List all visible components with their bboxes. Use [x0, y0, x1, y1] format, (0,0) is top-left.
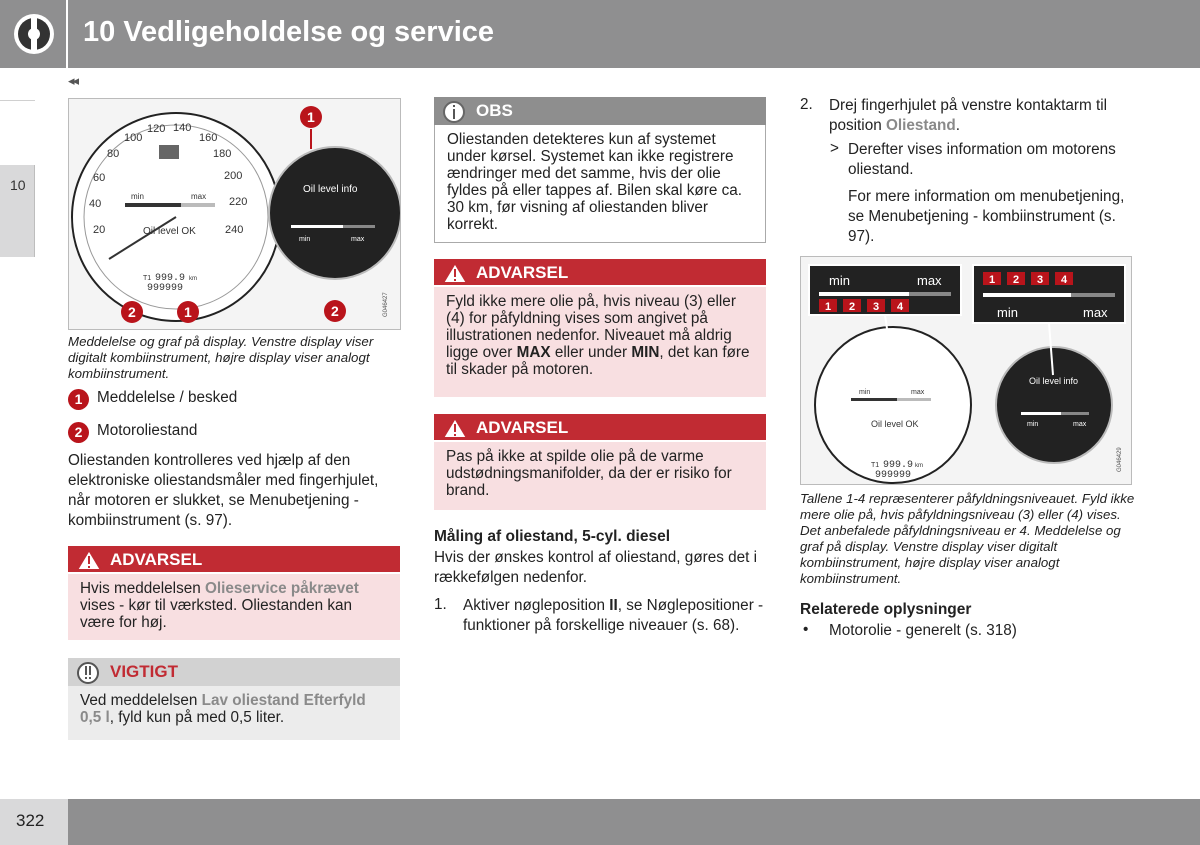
fig2-min-small: min: [859, 389, 871, 396]
oil-display-illustration: [69, 99, 400, 329]
gauge-speed-20: 20: [93, 224, 106, 236]
fig2-right-display-text: Oil level info: [1029, 376, 1079, 386]
warning-text-a: Fyld ikke mere olie på, hvis niveau (3) eller (4) for påfyldning vises som angivet på illustrationen nedenfor. Niveauet må aldrig ligge over: [446, 293, 736, 361]
zoom-right-level-3: 3: [1037, 274, 1044, 286]
fig2-right-min: min: [1027, 421, 1039, 428]
warning-box-left: [68, 546, 400, 640]
important-body: [68, 686, 400, 740]
figure-oil-display: [68, 98, 401, 330]
warning-box-mid-1: [434, 259, 766, 397]
fig2-max-small: max: [911, 389, 925, 396]
step-1-text-after: , se Nøglepositioner - funktioner på forskellige niveauer (s. 68).: [463, 597, 764, 634]
warning-triangle-icon: [442, 262, 468, 284]
min-label: min: [131, 192, 144, 201]
zoom-right-level-2: 2: [1013, 274, 1020, 286]
right-display-text: Oil level info: [303, 184, 358, 195]
step-1-text: [463, 596, 768, 636]
warning-triangle-icon: [442, 417, 468, 439]
zoom-right-level-4: 4: [1061, 274, 1068, 286]
zoom-left-min: min: [829, 273, 850, 288]
warning-body: Pas på ikke at spilde olie på de varme udstødningsmanifolder, da der er risiko for brand.: [434, 442, 766, 510]
low-oil-message: Lav oliestand Efterfyld 0,5 l: [80, 692, 366, 726]
gauge-speed-180: 180: [213, 148, 232, 160]
gauge-speed-60: 60: [93, 172, 106, 184]
right-max-label: max: [351, 236, 365, 243]
step-2-text-before: Drej fingerhjulet på venstre kontaktarm til position: [829, 97, 1108, 134]
note-title: OBS: [476, 101, 513, 120]
gauge-speed-100: 100: [124, 132, 143, 144]
figure-fill-levels: [800, 256, 1132, 485]
warning-title: ADVARSEL: [110, 550, 203, 569]
status-text: Oil level OK: [143, 226, 196, 237]
warning-triangle-icon: [76, 549, 102, 571]
gauge-speed-120: 120: [147, 123, 166, 135]
fig2-odometer-trip-label: T1: [871, 462, 880, 469]
max-keyword: MAX: [516, 344, 551, 361]
zoom-left-level-1: 1: [825, 301, 832, 313]
note-box: [434, 97, 766, 243]
warning-text-before: Hvis meddelelsen: [80, 580, 205, 597]
important-box: [68, 658, 400, 740]
page-number: 322: [16, 811, 45, 830]
legend-badge-1: 1: [68, 389, 89, 410]
related-link-engine-oil[interactable]: Motorolie - generelt (s. 318): [829, 622, 1017, 639]
callout-2-left: 2: [128, 304, 136, 320]
fig2-status-text: Oil level OK: [871, 419, 919, 429]
side-divider: [0, 100, 35, 101]
important-text-after: , fyld kun på med 0,5 liter.: [109, 709, 285, 726]
back-arrows-icon[interactable]: ◂◂: [68, 73, 78, 88]
note-body: Oliestanden detekteres kun af systemet under kørsel. Systemet kan ikke registrere ændringer med det samme, hvis der olie fyldes på eller tappes af. Bilen skal køre ca. 30 km, før visning af oliestanden bliver korrekt.: [434, 125, 766, 243]
odometer-total: 999999: [147, 283, 184, 294]
figure-code: G046427: [383, 292, 389, 317]
note-head: [434, 97, 766, 125]
intro-paragraph: Oliestanden kontrolleres ved hjælp af den elektroniske oliestandsmåler med fingerhjulet, når motoren er slukket, se Menubetjening - kombiinstrument (s. 97).: [68, 452, 379, 529]
page-title: 10 Vedligeholdelse og service: [83, 16, 495, 48]
step-2-number: 2.: [800, 96, 813, 113]
header-icon-box: [0, 0, 68, 68]
zoom-left-level-4: 4: [897, 301, 904, 313]
section-intro: Hvis der ønskes kontrol af oliestand, gøres det i rækkefølgen nedenfor.: [434, 549, 758, 586]
wrench-gear-icon: [12, 12, 56, 56]
step-2-more-text: For mere information om menubetjening, se Menubetjening - kombiinstrument (s. 97).: [848, 188, 1125, 245]
right-min-label: min: [299, 236, 311, 243]
figure-caption-left: Meddelelse og graf på display. Venstre display viser digitalt kombiinstrument, højre display viser analogt kombiinstrument.: [68, 334, 374, 381]
step-1-text-before: Aktiver nøgleposition: [463, 597, 610, 614]
oil-can-icon: [159, 145, 179, 159]
exclamation-circle-icon: [76, 661, 100, 685]
zoom-right-level-1: 1: [989, 274, 996, 286]
warning-head: [434, 259, 766, 287]
odometer-trip-label: T1: [143, 275, 152, 282]
gauge-speed-80: 80: [107, 148, 120, 160]
max-label: max: [191, 192, 207, 201]
odometer-trip: 999.9: [155, 273, 186, 284]
warning-text-after: vises - kør til værksted. Oliestanden kan være for høj.: [80, 597, 353, 631]
legend-label-1: Meddelelse / besked: [97, 389, 238, 406]
fig2-right-max: max: [1073, 421, 1087, 428]
warning-text-c: , det kan føre til skader på motoren.: [446, 344, 750, 378]
warning-head: [434, 414, 766, 442]
callout-1-top: 1: [307, 109, 315, 125]
warning-head: [68, 546, 400, 574]
oil-level-position: Oliestand: [885, 117, 956, 134]
min-keyword: MIN: [631, 344, 660, 361]
callout-2-right: 2: [331, 303, 339, 319]
legend-badge-2: 2: [68, 422, 89, 443]
fig2-odometer-total: 999999: [875, 470, 912, 481]
fig2-code: G046429: [1117, 447, 1123, 472]
section-heading: Måling af oliestand, 5-cyl. diesel: [434, 528, 671, 545]
zoom-right-max: max: [1083, 305, 1108, 320]
gauge-speed-140: 140: [173, 122, 192, 134]
step-2-text: [829, 96, 1129, 136]
step-2-text-after: .: [955, 117, 960, 134]
zoom-right-min: min: [997, 305, 1018, 320]
zoom-left-level-2: 2: [849, 301, 856, 313]
warning-title: ADVARSEL: [476, 418, 569, 437]
warning-text-b: eller under: [550, 344, 632, 361]
oil-service-message: Olieservice påkrævet: [204, 580, 359, 597]
page-footer: [0, 799, 1200, 845]
figure-caption-right: Tallene 1-4 repræsenterer påfyldningsniveauet. Fyld ikke mere olie på, hvis påfyldningsniveau (3) eller (4) vises. Det anbefalede påfyldningsniveau er 4. Meddelelse og graf på display. Venstre display viser digitalt kombiinstrument, højre display viser analogt kombiinstrument.: [800, 491, 1135, 586]
zoom-left-max: max: [917, 273, 942, 288]
step-2-sub-text: Derefter vises information om motorens oliestand.: [848, 141, 1116, 178]
important-head: [68, 658, 400, 686]
fill-levels-illustration: [801, 257, 1131, 484]
zoom-left-level-3: 3: [873, 301, 880, 313]
gauge-speed-40: 40: [89, 198, 102, 210]
gauge-speed-220: 220: [229, 196, 248, 208]
fig2-odometer-trip: 999.9: [883, 460, 914, 471]
info-circle-icon: [442, 100, 466, 124]
warning-body: [434, 287, 766, 397]
gauge-speed-240: 240: [225, 224, 244, 236]
chapter-tab-number: 10: [10, 177, 26, 193]
gauge-speed-200: 200: [224, 170, 243, 182]
warning-box-mid-2: [434, 414, 766, 510]
callout-1-bottom: 1: [184, 304, 192, 320]
related-heading: Relaterede oplysninger: [800, 601, 972, 618]
warning-title: ADVARSEL: [476, 263, 569, 282]
key-position: II: [609, 597, 618, 614]
gauge-speed-160: 160: [199, 132, 218, 144]
step-2-sub-marker: >: [830, 140, 839, 157]
important-title: VIGTIGT: [110, 662, 178, 681]
odometer-unit: km: [189, 276, 197, 282]
oil-level-bar: [125, 203, 181, 207]
fig2-odometer-unit: km: [915, 463, 923, 469]
step-1-number: 1.: [434, 596, 447, 613]
legend-label-2: Motoroliestand: [97, 422, 198, 439]
warning-body: [68, 574, 400, 640]
related-bullet: •: [803, 621, 809, 638]
important-text-before: Ved meddelelsen: [80, 692, 202, 709]
